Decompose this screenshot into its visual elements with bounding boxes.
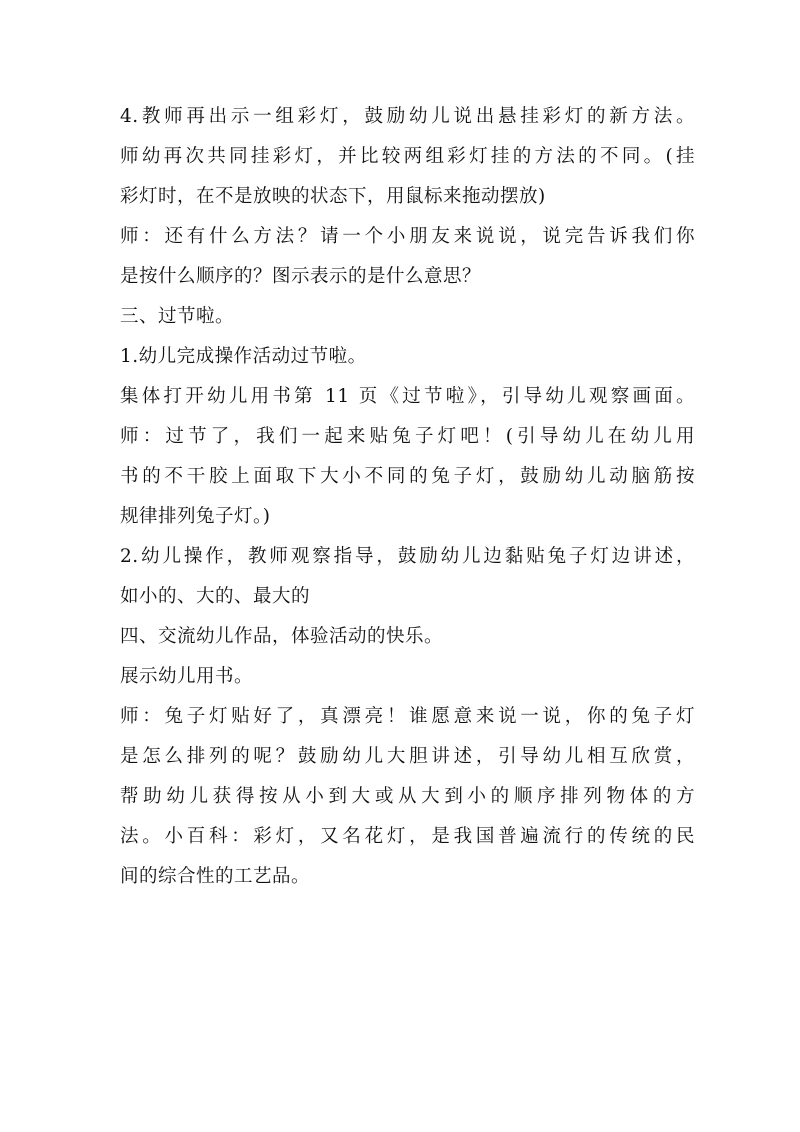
text-line: 2.幼儿操作，教师观察指导，鼓励幼儿边黏贴兔子灯边讲述， bbox=[120, 546, 695, 567]
text-line: 是按什么顺序的？图示表示的是什么意思？ bbox=[120, 266, 482, 287]
text-line: 规律排列兔子灯。) bbox=[120, 506, 271, 527]
text-line: 如小的、大的、最大的 bbox=[120, 586, 311, 607]
text-line: 书的不干胶上面取下大小不同的兔子灯，鼓励幼儿动脑筋按 bbox=[120, 466, 695, 487]
text-line: 帮助幼儿获得按从小到大或从大到小的顺序排列物体的方 bbox=[120, 786, 695, 807]
section-heading: 三、过节啦。 bbox=[120, 306, 235, 327]
text-line: 师幼再次共同挂彩灯，并比较两组彩灯挂的方法的不同。(挂 bbox=[120, 146, 695, 167]
text-line: 是怎么排列的呢？鼓励幼儿大胆讲述，引导幼儿相互欣赏， bbox=[120, 746, 695, 767]
text-line: 师：还有什么方法？请一个小朋友来说说，说完告诉我们你 bbox=[120, 226, 695, 247]
text-line: 集体打开幼儿用书第 11 页《过节啦》，引导幼儿观察画面。 bbox=[120, 386, 695, 407]
text-line: 彩灯时，在不是放映的状态下，用鼠标来拖动摆放) bbox=[120, 186, 546, 207]
document-body bbox=[120, 97, 695, 897]
section-heading: 四、交流幼儿作品，体验活动的快乐。 bbox=[120, 626, 444, 647]
text-line: 4.教师再出示一组彩灯，鼓励幼儿说出悬挂彩灯的新方法。 bbox=[120, 106, 695, 127]
text-line: 法。小百科：彩灯，又名花灯，是我国普遍流行的传统的民 bbox=[120, 826, 695, 847]
text-line: 间的综合性的工艺品。 bbox=[120, 866, 311, 887]
text-line: 展示幼儿用书。 bbox=[120, 666, 254, 687]
text-line: 师：过节了，我们一起来贴兔子灯吧！(引导幼儿在幼儿用 bbox=[120, 426, 695, 447]
text-line: 师：兔子灯贴好了，真漂亮！谁愿意来说一说，你的兔子灯 bbox=[120, 706, 695, 727]
text-line: 1.幼儿完成操作活动过节啦。 bbox=[120, 346, 367, 367]
